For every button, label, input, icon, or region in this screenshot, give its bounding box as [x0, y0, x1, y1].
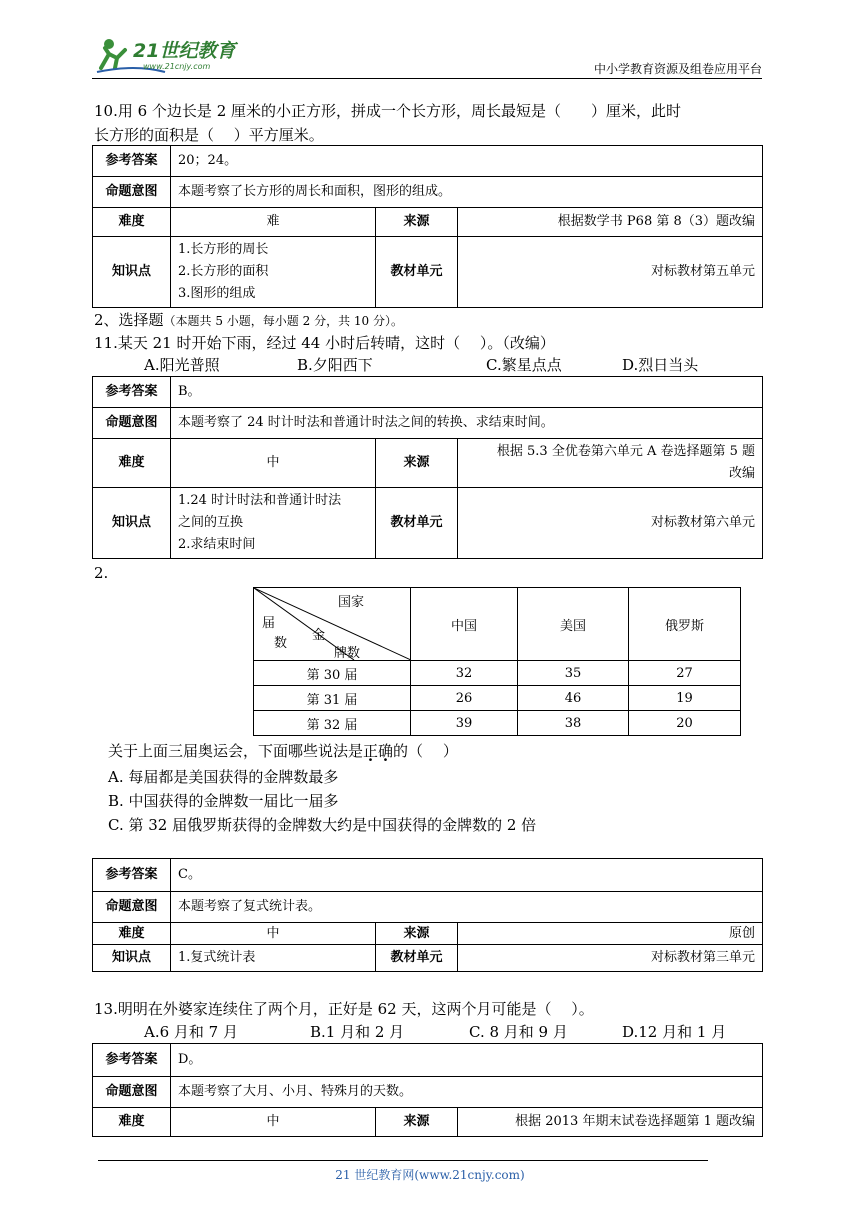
q10-difficulty: 难 — [171, 208, 376, 237]
q12-answer: C。 — [171, 859, 763, 892]
q13-option-a: A.6 月和 7 月 — [144, 1023, 238, 1041]
footer-divider — [98, 1160, 708, 1161]
q12-knowledge: 1.复式统计表 — [171, 945, 376, 972]
knowledge-item: 之间的互换 — [178, 515, 244, 530]
column-header: 俄罗斯 — [629, 588, 741, 661]
q11-info-table — [92, 376, 763, 559]
intent-label: 命题意图 — [93, 177, 171, 208]
medal-table — [253, 587, 741, 736]
corner-session-1: 届 — [262, 616, 276, 631]
knowledge-item: 3.图形的组成 — [178, 286, 256, 301]
q11-option-b: B.夕阳西下 — [297, 356, 373, 374]
knowledge-label: 知识点 — [93, 945, 171, 972]
medal-table-corner — [254, 588, 411, 661]
site-logo — [95, 34, 255, 78]
q13-difficulty: 中 — [171, 1108, 376, 1137]
table-cell: 38 — [518, 711, 629, 736]
q12-intent: 本题考察了复式统计表。 — [171, 892, 763, 923]
knowledge-item: 2.求结束时间 — [178, 537, 256, 552]
corner-session-2: 数 — [274, 636, 288, 651]
q12-difficulty: 中 — [171, 923, 376, 945]
source-label: 来源 — [376, 923, 458, 945]
table-cell: 46 — [518, 686, 629, 711]
column-header: 美国 — [518, 588, 629, 661]
q12-stem — [108, 739, 458, 763]
difficulty-label: 难度 — [93, 208, 171, 237]
q11-option-c: C.繁星点点 — [486, 356, 562, 374]
knowledge-item: 1.长方形的周长 — [178, 242, 269, 257]
q13-option-c: C. 8 月和 9 月 — [469, 1023, 568, 1041]
source-label: 来源 — [376, 208, 458, 237]
q10-info-table — [92, 145, 763, 308]
section-title-text: 2、选择题 — [94, 311, 164, 329]
row-label: 第 31 届 — [254, 686, 411, 711]
q10-line1: 10.用 6 个边长是 2 厘米的小正方形，拼成一个长方形，周长最短是（ ）厘米，此时 — [94, 102, 682, 120]
knowledge-item: 2.长方形的面积 — [178, 264, 269, 279]
knowledge-label: 知识点 — [93, 488, 171, 559]
table-cell: 19 — [629, 686, 741, 711]
corner-country: 国家 — [338, 595, 365, 610]
q10-source: 根据数学书 P68 第 8（3）题改编 — [458, 208, 763, 237]
q11-source — [458, 439, 763, 488]
logo-text: 21世纪教育 — [133, 40, 236, 62]
q12-option-a: A. 每届都是美国获得的金牌数最多 — [108, 768, 339, 786]
q12-stem-emph: 确 — [378, 742, 394, 760]
q10-intent: 本题考察了长方形的周长和面积，图形的组成。 — [171, 177, 763, 208]
q12-stem-after: 的（ ） — [393, 742, 458, 760]
intent-label: 命题意图 — [93, 408, 171, 439]
unit-label: 教材单元 — [376, 945, 458, 972]
q10-knowledge — [171, 237, 376, 308]
q13-source: 根据 2013 年期末试卷选择题第 1 题改编 — [458, 1108, 763, 1137]
table-cell: 35 — [518, 661, 629, 686]
intent-label: 命题意图 — [93, 1077, 171, 1108]
answer-label: 参考答案 — [93, 859, 171, 892]
q13-info-table — [92, 1043, 763, 1137]
q11-option-d: D.烈日当头 — [622, 356, 699, 374]
platform-name: 中小学教育资源及组卷应用平台 — [593, 62, 762, 76]
q11-source-line1: 根据 5.3 全优卷第六单元 A 卷选择题第 5 题 — [496, 444, 756, 459]
q11-option-a: A.阳光普照 — [144, 356, 220, 374]
table-cell: 26 — [411, 686, 518, 711]
table-cell: 20 — [629, 711, 741, 736]
q12-unit: 对标教材第三单元 — [458, 945, 763, 972]
q11-knowledge — [171, 488, 376, 559]
q11-unit: 对标教材第六单元 — [458, 488, 763, 559]
section-note: （本题共 5 小题，每小题 2 分，共 10 分）。 — [163, 314, 403, 328]
q10-answer: 20；24。 — [171, 146, 763, 177]
q12-option-b: B. 中国获得的金牌数一届比一届多 — [108, 792, 339, 810]
answer-label: 参考答案 — [93, 1044, 171, 1077]
corner-medals: 牌数 — [334, 646, 361, 661]
q12-stem-before: 关于上面三届奥运会，下面哪些说法是 — [108, 742, 364, 760]
q10-line2: 长方形的面积是（ ）平方厘米。 — [94, 126, 324, 144]
logo-url: www.21cnjy.com — [143, 62, 211, 71]
section-title — [94, 308, 403, 333]
q13-option-b: B.1 月和 2 月 — [310, 1023, 405, 1041]
q11-source-line2: 改编 — [729, 466, 756, 481]
source-label: 来源 — [376, 439, 458, 488]
q13-option-d: D.12 月和 1 月 — [622, 1023, 727, 1041]
q12-option-c: C. 第 32 届俄罗斯获得的金牌数大约是中国获得的金牌数的 2 倍 — [108, 816, 537, 834]
q12-number: 2. — [94, 564, 109, 582]
source-label: 来源 — [376, 1108, 458, 1137]
footer-link[interactable]: 21 世纪教育网(www.21cnjy.com) — [335, 1168, 525, 1182]
q12-stem-emph: 正 — [363, 742, 379, 760]
knowledge-item: 1.24 时计时法和普通计时法 — [178, 493, 342, 508]
q13-answer: D。 — [171, 1044, 763, 1077]
q13-intent: 本题考察了大月、小月、特殊月的天数。 — [171, 1077, 763, 1108]
answer-label: 参考答案 — [93, 377, 171, 408]
q11-stem: 11.某天 21 时开始下雨，经过 44 小时后转晴，这时（ ）。（改编） — [94, 334, 555, 352]
difficulty-label: 难度 — [93, 923, 171, 945]
unit-label: 教材单元 — [376, 488, 458, 559]
table-cell: 39 — [411, 711, 518, 736]
knowledge-label: 知识点 — [93, 237, 171, 308]
intent-label: 命题意图 — [93, 892, 171, 923]
q11-answer: B。 — [171, 377, 763, 408]
row-label: 第 30 届 — [254, 661, 411, 686]
q11-difficulty: 中 — [171, 439, 376, 488]
q12-source: 原创 — [458, 923, 763, 945]
header-divider — [92, 78, 762, 79]
answer-label: 参考答案 — [93, 146, 171, 177]
row-label: 第 32 届 — [254, 711, 411, 736]
corner-gold: 金 — [312, 628, 326, 643]
q10-unit: 对标教材第五单元 — [458, 237, 763, 308]
unit-label: 教材单元 — [376, 237, 458, 308]
table-cell: 27 — [629, 661, 741, 686]
difficulty-label: 难度 — [93, 1108, 171, 1137]
q11-intent: 本题考察了 24 时计时法和普通计时法之间的转换、求结束时间。 — [171, 408, 763, 439]
table-cell: 32 — [411, 661, 518, 686]
q13-stem: 13.明明在外婆家连续住了两个月，正好是 62 天，这两个月可能是（ ）。 — [94, 1000, 594, 1018]
column-header: 中国 — [411, 588, 518, 661]
q12-info-table — [92, 858, 763, 972]
difficulty-label: 难度 — [93, 439, 171, 488]
